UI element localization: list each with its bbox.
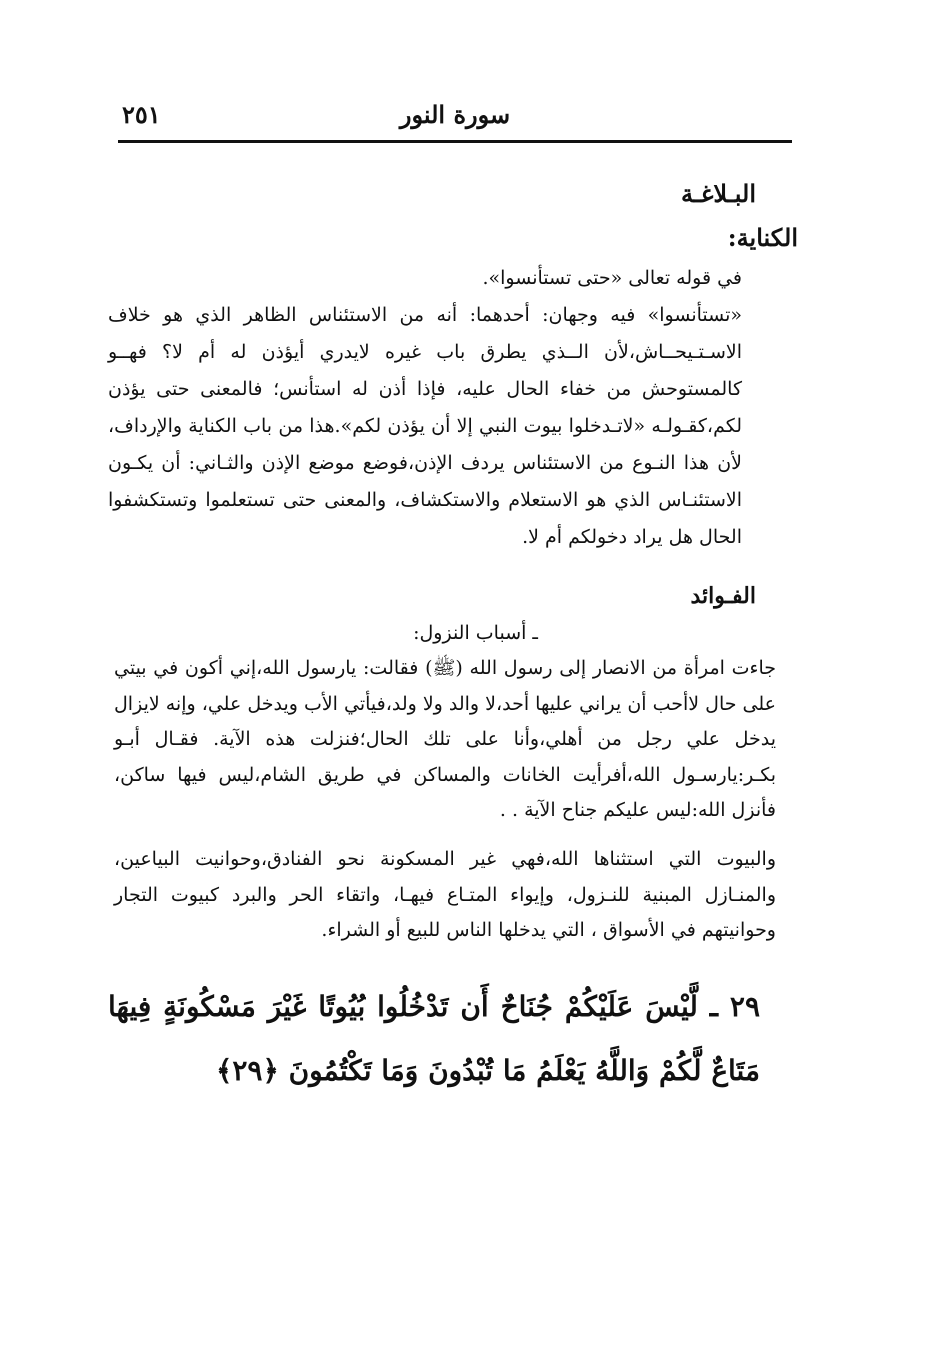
page-header: [118, 96, 792, 143]
surah-title: سورة النور: [399, 100, 511, 129]
verse-text: ـ لَّيْسَ عَلَيْكُمْ جُنَاحٌ أَن تَدْخُلُوا بُيُوتًا غَيْرَ مَسْكُونَةٍ فِيهَا مَتَاعٌ لَّكُمْ وَاللَّهُ يَعْلَمُ مَا تُبْدُونَ وَمَا تَكْتُمُونَ ﴿٢٩﴾: [108, 989, 760, 1087]
kinaya-subheading: الكناية:: [727, 223, 798, 252]
quran-verse: [108, 975, 798, 1103]
verse-number: ٢٩: [729, 989, 760, 1023]
fawaid-paragraph-1: جاءت امرأة من الانصار إلى رسول الله (ﷺ) فقالت: يارسول الله،إني أكون في بيتي على حال لاأحب أن يراني عليها أحد،لا والد ولا ولد،فيأتي الأب ويدخل علي، وإنه لايزال يدخل علي رجل من أهلي،وأنا على تلك الحال؛فنزلت هذه الآية. فقـال أبـو بكـر:يارسـول الله،أفرأيت الخانات والمساكن في طريق الشام،ليس فيها ساكن، فأنزل الله:ليس عليكم جناح الآية . .: [114, 657, 776, 822]
fawaid-paragraph-2: والبيوت التي استثناها الله،فهي غير المسكونة نحو الفنادق،وحوانيت البياعين، والمنـازل المبنية للنـزول، وإيواء المتـاع فيهـا، واتقاء الحر والبرد كبيوت التجار وحوانيتهم في الأسواق ، التي يدخلها الناس للبيع أو الشراء.: [114, 848, 776, 942]
fawaid-heading: الفـوائد: [690, 583, 756, 609]
page-number: ٢٥١: [122, 100, 161, 129]
fawaid-bullet: ـ أسباب النزول:: [413, 622, 538, 644]
balagha-paragraph: «تستأنسوا» فيه وجهان: أحدهما: أنه من الاستئناس الظاهر الذي هو خلاف الاسـتـيحــاش،لأن الــذي يطرق باب غيره لايدري أيؤذن له أم لا؟ فهــو كالمستوحش من خفاء الحال عليه، فإذا أذن له استأنس؛ فالمعنى حتى يؤذن لكم،كقـولـه «لاتـدخلوا بيوت النبي إلا أن يؤذن لكم».هذا من باب الكناية والإرداف، لأن هذا النـوع من الاستئناس يردف الإذن،فوضع موضع الإذن والثـاني: أن يكـون الاستئنـاس الذي هو الاستعلام والاستكشاف، والمعنى حتى تستعلموا وتستكشفوا الحال هل يراد دخولكم أم لا.: [108, 304, 742, 548]
page-body: [108, 172, 798, 1103]
balagha-intro: في قوله تعالى «حتى تستأنسوا».: [482, 267, 742, 289]
balagha-heading: البـلاغـة: [680, 179, 756, 208]
